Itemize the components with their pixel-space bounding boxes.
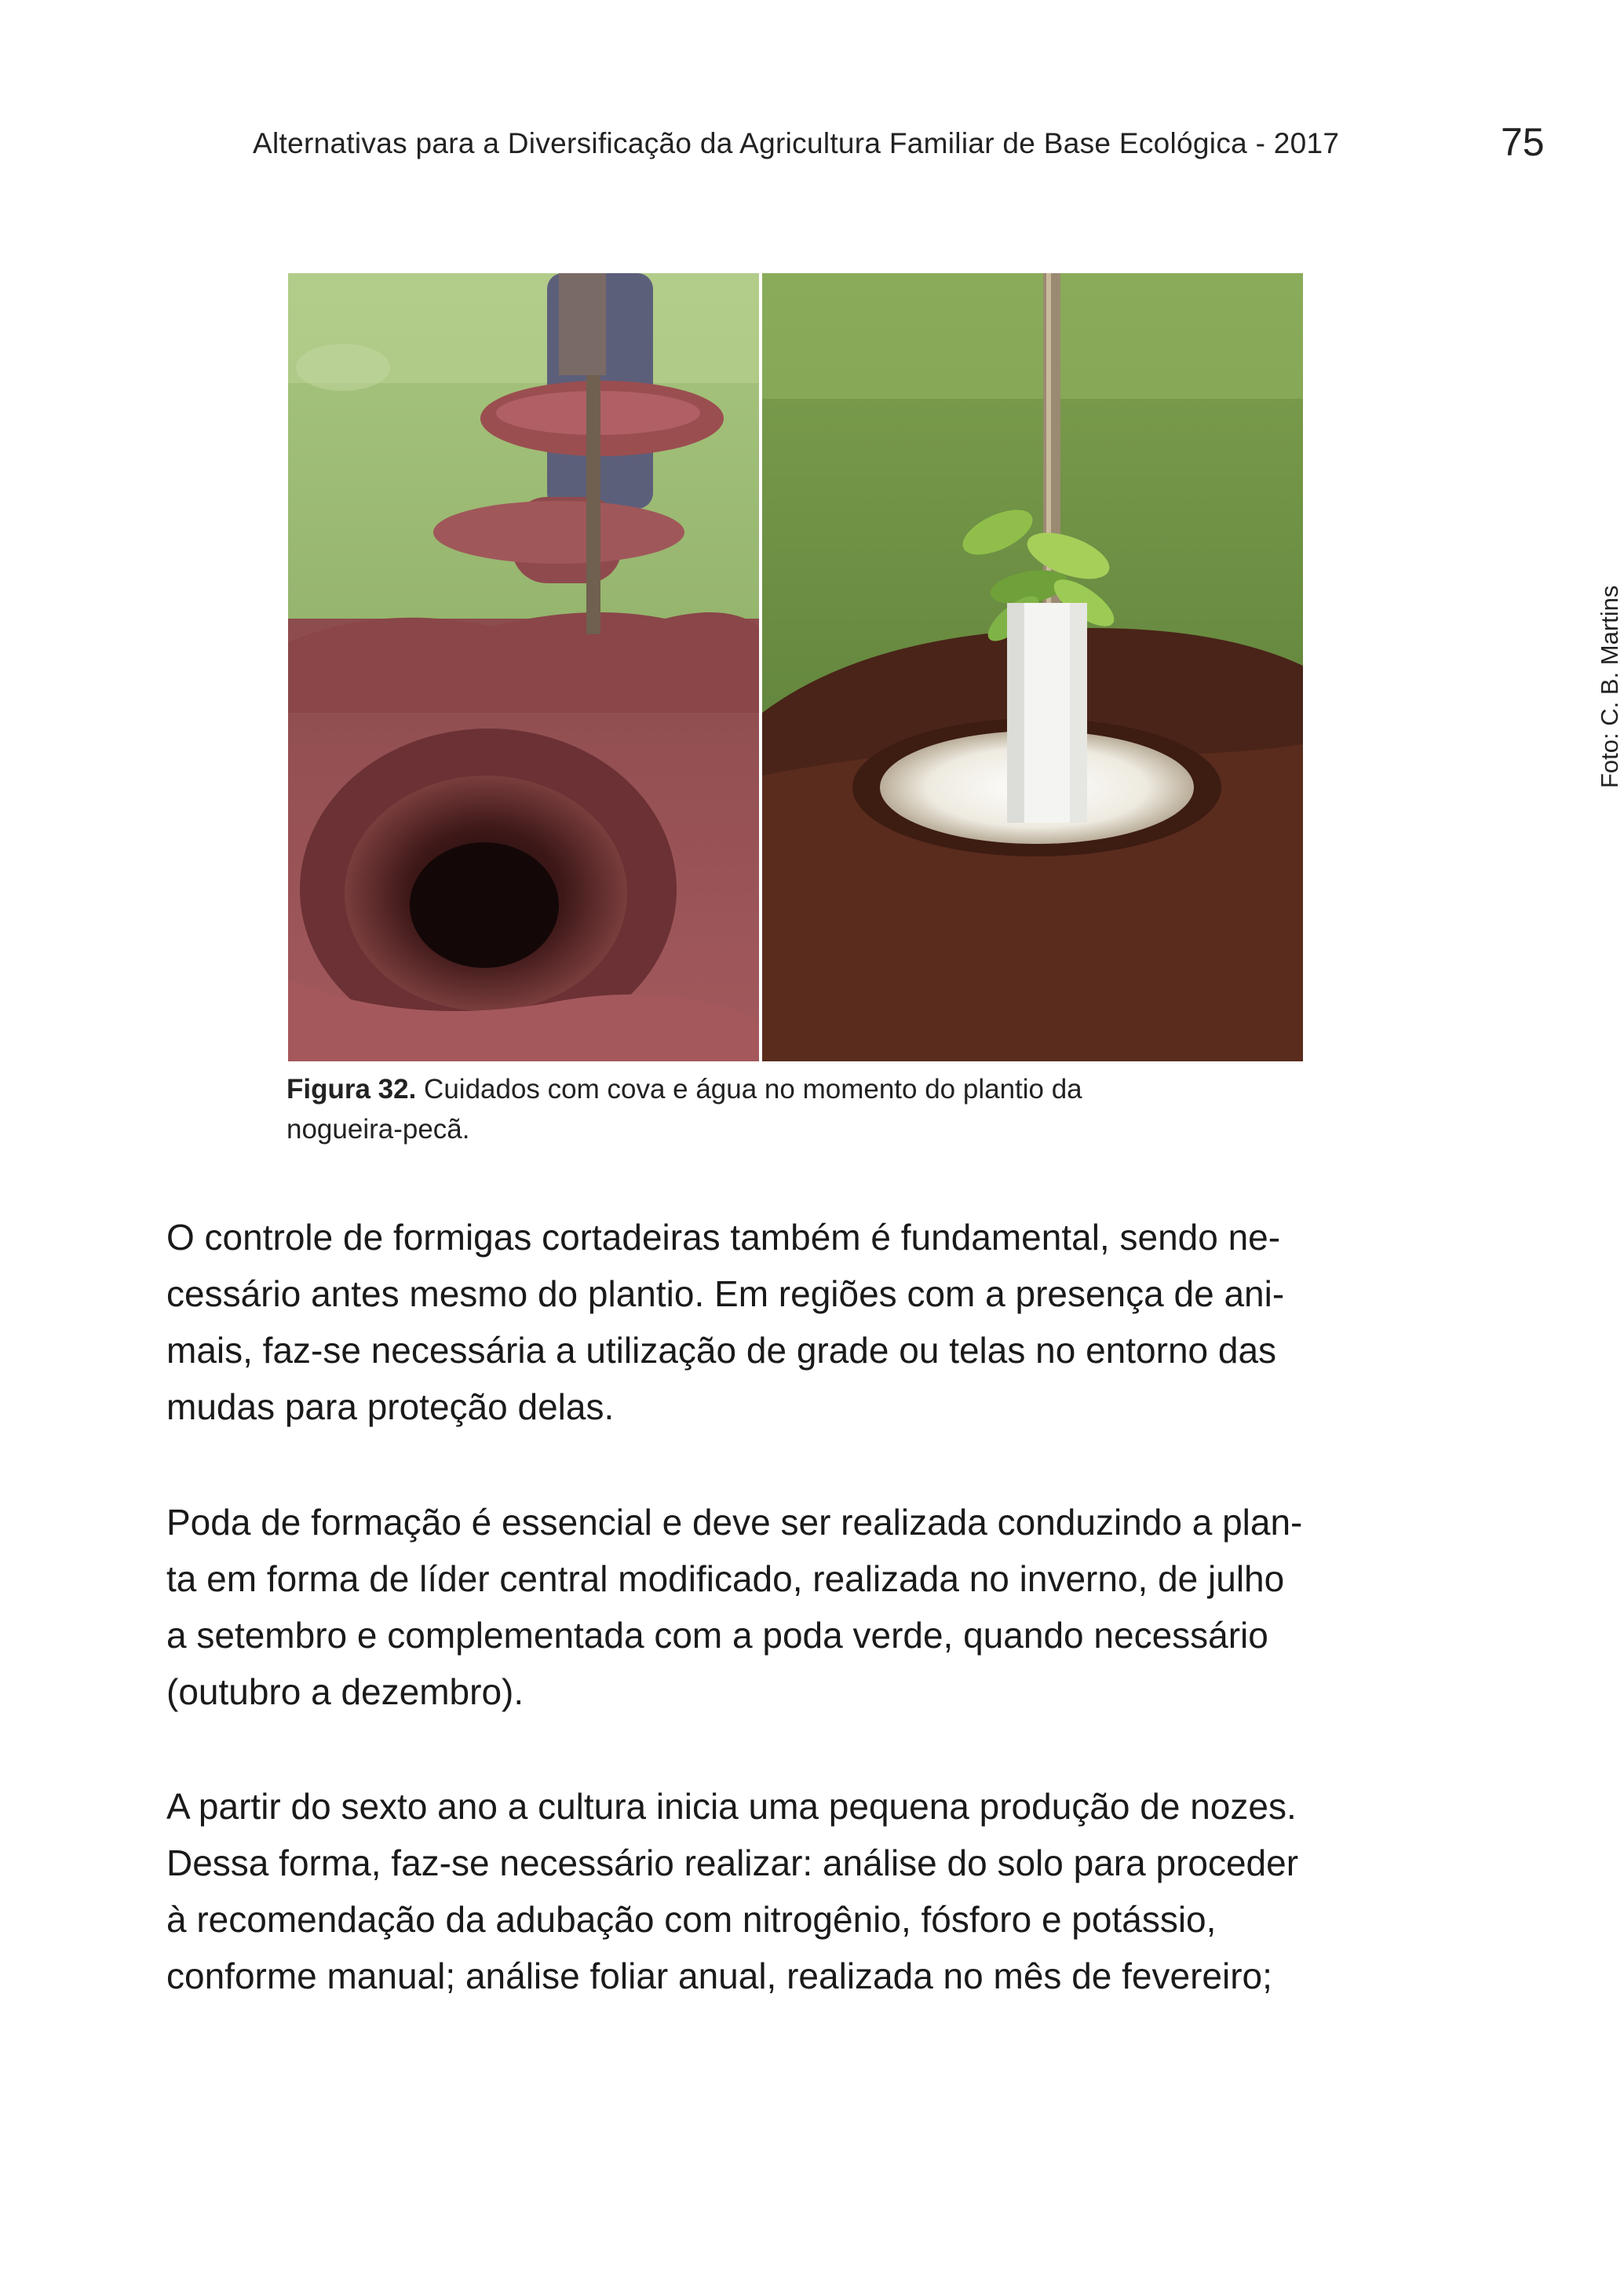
- caption-text-line-1: Cuidados com cova e água no momento do plantio da: [416, 1074, 1082, 1105]
- paragraph-line: (outubro a dezembro).: [166, 1671, 524, 1712]
- paragraph-line: O controle de formigas cortadeiras também é fundamental, sendo ne-: [166, 1217, 1281, 1258]
- paragraph-line: A partir do sexto ano a cultura inicia uma pequena produção de nozes.: [166, 1786, 1297, 1827]
- figure-caption: [286, 1069, 1307, 1149]
- paragraph-line: conforme manual; análise foliar anual, realizada no mês de fevereiro;: [166, 1955, 1272, 1996]
- paragraph-line: mais, faz-se necessária a utilização de grade ou telas no entorno das: [166, 1330, 1277, 1371]
- paragraph-line: Dessa forma, faz-se necessário realizar: análise do solo para proceder: [166, 1842, 1299, 1883]
- page-number: 75: [1501, 120, 1545, 164]
- photo-seedling-watered-pit: [762, 273, 1303, 1061]
- running-title: Alternativas para a Diversificação da Agricultura Familiar de Base Ecológica - 2017: [253, 127, 1340, 159]
- paragraph-line: cessário antes mesmo do plantio. Em regiões com a presença de ani-: [166, 1273, 1285, 1314]
- caption-label: Figura 32.: [286, 1074, 417, 1105]
- paragraph-poda: [166, 1494, 1454, 1720]
- paragraph-line: Poda de formação é essencial e deve ser realizada conduzindo a plan-: [166, 1502, 1303, 1543]
- photo-credit: Foto: C. B. Martins: [1596, 585, 1623, 788]
- paragraph-formigas: [166, 1209, 1454, 1435]
- paragraph-producao: [166, 1778, 1454, 2004]
- paragraph-line: a setembro e complementada com a poda verde, quando necessário: [166, 1615, 1268, 1656]
- caption-text-line-2: nogueira-pecã.: [286, 1114, 470, 1145]
- photo-auger-digging-hole: [288, 273, 759, 1061]
- paragraph-line: à recomendação da adubação com nitrogênio, fósforo e potássio,: [166, 1899, 1217, 1940]
- figure-32: [288, 273, 1623, 1061]
- paragraph-line: ta em forma de líder central modificado, realizada no inverno, de julho: [166, 1558, 1285, 1599]
- paragraph-line: mudas para proteção delas.: [166, 1386, 615, 1427]
